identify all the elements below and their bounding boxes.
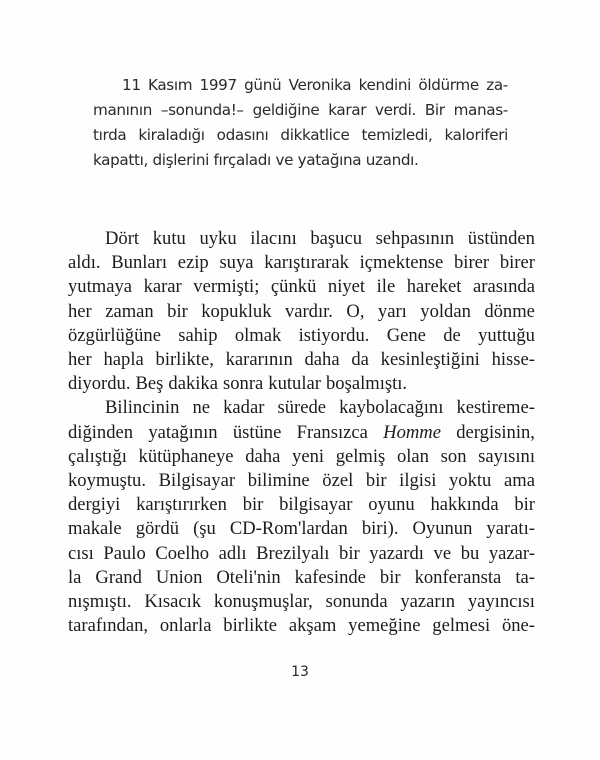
- word: özgürlüğüne: [68, 324, 161, 346]
- word: ilgisi: [399, 470, 437, 492]
- word: sürede: [277, 397, 326, 419]
- word: bilimine: [247, 470, 310, 492]
- word: özel: [322, 470, 354, 492]
- word: za-: [486, 76, 508, 94]
- word: dergiyi: [68, 494, 121, 516]
- word: hapla: [103, 349, 144, 371]
- word: ile: [376, 276, 396, 298]
- word: oyunu: [368, 494, 415, 516]
- word: Bilgisayar: [158, 470, 236, 492]
- word: yatağının: [148, 421, 218, 443]
- word: cısı: [68, 542, 94, 564]
- word: daha: [304, 349, 340, 371]
- word: Grand: [95, 566, 142, 588]
- intro-line: [93, 148, 508, 173]
- word: içmektense: [359, 252, 444, 274]
- word: la: [68, 566, 82, 588]
- word: Beş: [135, 373, 164, 395]
- word: her: [68, 300, 92, 322]
- word: dişlerini: [152, 151, 209, 169]
- word: ta-: [515, 566, 535, 588]
- word: yazar-: [488, 542, 535, 564]
- word: boşalmıştı.: [325, 373, 408, 395]
- intro-line: [93, 123, 508, 148]
- word: birer: [454, 252, 490, 274]
- word: her: [68, 349, 92, 371]
- word: uyku: [199, 228, 237, 249]
- word: dakika: [168, 373, 218, 395]
- word: üstünden: [467, 228, 535, 249]
- word: çalıştığı: [68, 445, 127, 467]
- word: kafesinde: [294, 566, 366, 588]
- word: kutular: [268, 373, 321, 395]
- word: karar: [328, 101, 367, 119]
- word: birlikte,: [155, 349, 214, 371]
- body-line: [68, 251, 535, 275]
- word: makale: [68, 518, 122, 540]
- magazine-title: Homme: [383, 421, 441, 443]
- word: niyet: [327, 276, 366, 298]
- word: bir: [379, 566, 401, 588]
- word: Oyunun: [412, 518, 473, 540]
- word: kütüphaneye: [138, 445, 234, 467]
- word: dikkatlice: [280, 126, 350, 144]
- word: olan: [396, 445, 429, 467]
- word: kutu: [152, 228, 186, 249]
- word: da: [351, 349, 369, 371]
- word: yuttuğu: [478, 324, 535, 346]
- word: öldürme: [418, 76, 479, 94]
- word: manas-: [453, 101, 508, 119]
- word: yayıncısı: [467, 591, 535, 613]
- word: geldiğine: [252, 101, 320, 119]
- word: karar: [143, 276, 182, 298]
- word: suya: [219, 252, 254, 274]
- word: yeni: [292, 445, 325, 467]
- intro-line: [93, 73, 508, 98]
- body-line: [68, 590, 535, 614]
- word: bir: [365, 470, 387, 492]
- word: gördü: [135, 518, 180, 540]
- word: üstüne: [232, 421, 282, 443]
- word: Oteli'nin: [216, 566, 281, 588]
- word: O,: [346, 300, 365, 322]
- word: vardır.: [284, 300, 333, 322]
- word: sahip: [178, 324, 218, 346]
- word: tarafından,: [68, 615, 149, 637]
- word: diğinden: [68, 421, 134, 443]
- paragraph-2: [68, 396, 535, 638]
- word: sehpasının: [375, 228, 455, 249]
- page-number: 13: [291, 664, 309, 680]
- word: kaybolacağını: [339, 397, 444, 419]
- body-line: [68, 469, 535, 493]
- word: bu: [460, 542, 480, 564]
- word: Veronika: [288, 76, 352, 94]
- word: son: [440, 445, 467, 467]
- word: Dört: [105, 228, 140, 249]
- word: birlikte: [223, 615, 277, 637]
- word: yarı: [377, 300, 407, 322]
- word: uzandı.: [365, 151, 419, 169]
- word: zaman: [105, 300, 154, 322]
- word: hakkında: [430, 494, 499, 516]
- word: de: [443, 324, 461, 346]
- word: vermişti;: [193, 276, 260, 298]
- word: sonunda: [325, 591, 388, 613]
- word: bilgisayar: [279, 494, 353, 516]
- word: diyordu.: [68, 373, 131, 395]
- word: temizledi,: [361, 126, 433, 144]
- word: Fransızca: [296, 421, 368, 443]
- body-line: [68, 493, 535, 517]
- word: tırda: [93, 126, 127, 144]
- word: karıştırırken: [136, 494, 227, 516]
- word: onlarla: [159, 615, 212, 637]
- word: bir: [242, 494, 264, 516]
- word: kendini: [358, 76, 412, 94]
- word: çünkü: [270, 276, 317, 298]
- word: Kısacık: [144, 591, 202, 613]
- word: yemeğine: [348, 615, 421, 637]
- body-line: [68, 348, 535, 372]
- word: bir: [167, 300, 188, 322]
- word: kadar: [223, 397, 265, 419]
- word: gelmiş: [335, 445, 386, 467]
- word: akşam: [288, 615, 337, 637]
- body-text: [68, 227, 535, 638]
- word: bir: [514, 494, 535, 516]
- word: hisse-: [491, 349, 535, 371]
- paragraph-1: [68, 227, 535, 396]
- word: CD-Rom'lardan: [229, 518, 348, 540]
- intro-line: [93, 98, 508, 123]
- body-line: [68, 517, 535, 541]
- word: ve: [275, 151, 294, 169]
- word: arasında: [473, 276, 535, 298]
- body-line: [68, 300, 535, 324]
- body-line: [68, 227, 535, 251]
- word: hareket: [406, 276, 462, 298]
- word: koymuştu.: [68, 470, 146, 492]
- word: ne: [192, 397, 211, 419]
- body-line-text: dergisinin,: [456, 421, 535, 443]
- word: (şu: [193, 518, 216, 540]
- word: adlı: [218, 542, 247, 564]
- body-line: [68, 542, 535, 566]
- word: Bilincinin: [105, 397, 180, 419]
- word: istiyordu.: [298, 324, 370, 346]
- body-line: [68, 614, 535, 638]
- word: biri).: [361, 518, 399, 540]
- word: kiraladığı: [138, 126, 205, 144]
- word: odasını: [216, 126, 269, 144]
- word: olmak: [234, 324, 282, 346]
- body-line: [68, 396, 535, 420]
- word: sayısını: [478, 445, 535, 467]
- word: kararının: [225, 349, 293, 371]
- word: konferansta: [414, 566, 502, 588]
- word: ezip: [177, 252, 209, 274]
- word: sonra: [223, 373, 264, 395]
- word: günü: [244, 76, 282, 94]
- word: Union: [155, 566, 203, 588]
- word: kapattı,: [93, 151, 148, 169]
- word: yatağına: [297, 151, 362, 169]
- word: 1997: [199, 76, 237, 94]
- chapter-intro-paragraph: [93, 73, 508, 173]
- word: yazardı: [369, 542, 424, 564]
- word: karıştırarak: [264, 252, 349, 274]
- word: yazarın: [400, 591, 456, 613]
- word: nışmıştı.: [68, 591, 132, 613]
- word: kaloriferi: [444, 126, 508, 144]
- word: Gene: [386, 324, 426, 346]
- word: Kasım: [147, 76, 193, 94]
- word: aldı.: [68, 252, 101, 274]
- word: Brezilyalı: [256, 542, 330, 564]
- word: fırçaladı: [213, 151, 271, 169]
- word: ama: [503, 470, 535, 492]
- word: Bir: [424, 101, 445, 119]
- word: başucu: [310, 228, 363, 249]
- word: bir: [339, 542, 360, 564]
- word: öne-: [501, 615, 535, 637]
- word: 11: [122, 76, 141, 94]
- body-line: [68, 275, 535, 299]
- word: kestireme-: [456, 397, 535, 419]
- word: manının: [93, 101, 152, 119]
- word: konuşmuşlar,: [213, 591, 313, 613]
- word: Bunları: [111, 252, 168, 274]
- word: Coelho: [155, 542, 210, 564]
- body-line-with-magazine-title: [68, 421, 535, 445]
- word: gelmesi: [432, 615, 491, 637]
- word: verdi.: [375, 101, 416, 119]
- word: yaratı-: [486, 518, 535, 540]
- body-line: [68, 372, 535, 396]
- word: yutmaya: [68, 276, 133, 298]
- word: ve: [433, 542, 452, 564]
- word: yoldan: [420, 300, 471, 322]
- word: birer: [499, 252, 535, 274]
- body-line: [68, 445, 535, 469]
- word: yoktu: [449, 470, 492, 492]
- word: Paulo: [103, 542, 146, 564]
- word: ilacını: [250, 228, 297, 249]
- word: kesinleştiğini: [380, 349, 480, 371]
- word: daha: [245, 445, 281, 467]
- body-line: [68, 324, 535, 348]
- word: kopukluk: [201, 300, 272, 322]
- body-line: [68, 566, 535, 590]
- word: –sonunda!–: [160, 101, 244, 119]
- word: dönme: [484, 300, 535, 322]
